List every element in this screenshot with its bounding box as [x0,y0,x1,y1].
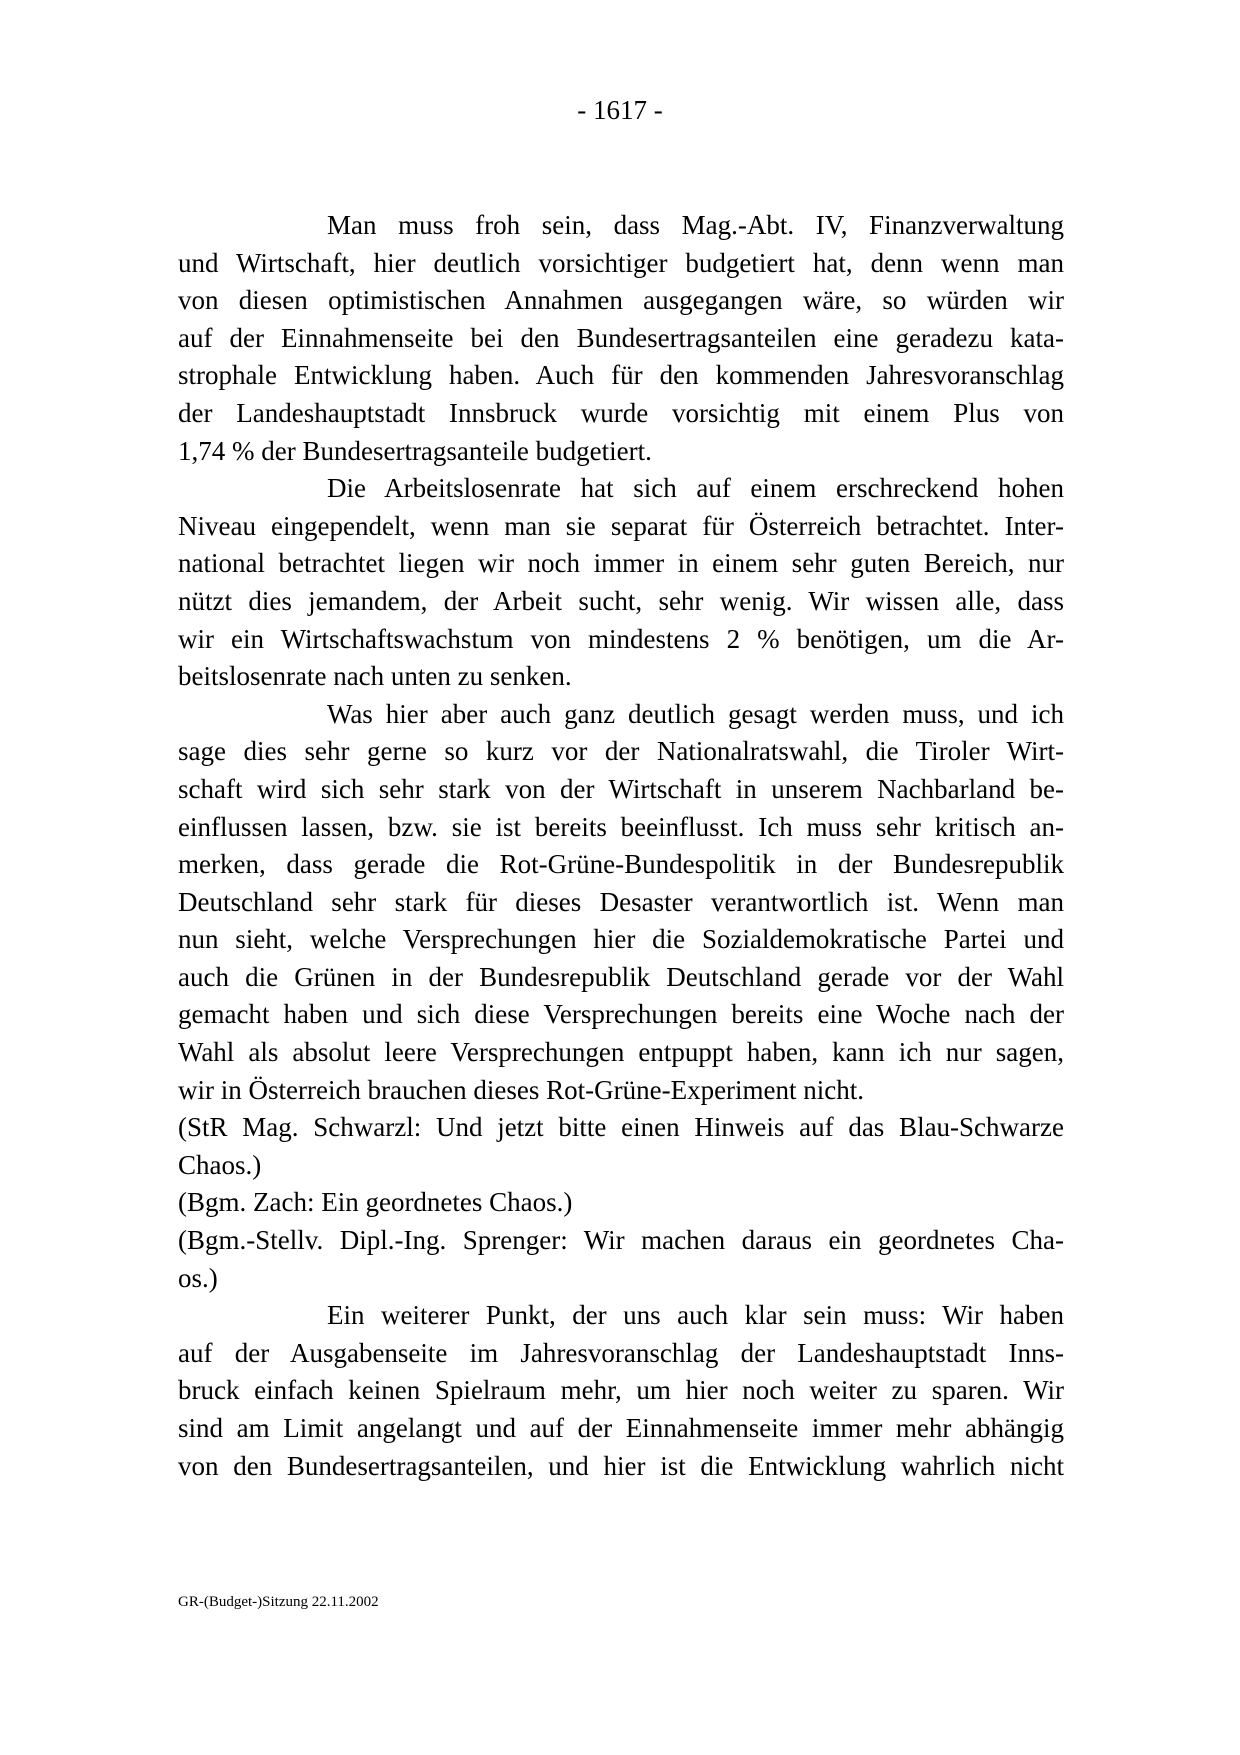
interjection-zach [178,1184,1064,1222]
text-line: merken, dass gerade die Rot-Grüne-Bundespolitik in der Bundesrepublik [178,849,1064,880]
page-footer: GR-(Budget-)Sitzung 22.11.2002 [178,1594,379,1610]
text-line: beitslosenrate nach unten zu senken. [178,661,572,692]
text-line: bruck einfach keinen Spielraum mehr, um hier noch weiter zu sparen. Wir [178,1375,1064,1406]
text-line: wir in Österreich brauchen dieses Rot-Grüne-Experiment nicht. [178,1074,865,1105]
text-line: auf der Einnahmenseite bei den Bundesertragsanteilen eine geradezu kata- [178,322,1064,353]
paragraph-unemployment [178,470,1064,696]
text-line: gemacht haben und sich diese Versprechungen bereits eine Woche nach der [178,999,1064,1030]
text-line: (Bgm.-Stellv. Dipl.-Ing. Sprenger: Wir machen daraus ein geordnetes Cha- [178,1225,1064,1256]
paragraph-budget-caution [178,207,1064,470]
text-line: Wahl als absolut leere Versprechungen entpuppt haben, kann ich nur sagen, [178,1037,1064,1068]
text-line: (Bgm. Zach: Ein geordnetes Chaos.) [178,1187,573,1218]
text-line: schaft wird sich sehr stark von der Wirtschaft in unserem Nachbarland be- [178,773,1064,804]
text-line: Man muss froh sein, dass Mag.-Abt. IV, Finanzverwaltung [327,210,1064,240]
text-line: 1,74 % der Bundesertragsanteile budgetiert. [178,435,652,466]
text-line: national betrachtet liegen wir noch immer in einem sehr guten Bereich, nur [178,548,1064,579]
text-line: und Wirtschaft, hier deutlich vorsichtiger budgetiert hat, denn wenn man [178,247,1064,278]
text-line: os.) [178,1262,218,1293]
text-line: von diesen optimistischen Annahmen ausgegangen wäre, so würden wir [178,285,1064,316]
text-line: nun sieht, welche Versprechungen hier die Sozialdemokratische Partei und [178,924,1064,955]
text-line: strophale Entwicklung haben. Auch für den kommenden Jahresvoranschlag [178,360,1064,391]
text-line: Ein weiterer Punkt, der uns auch klar sein muss: Wir haben [327,1300,1064,1331]
page-number: - 1617 - [577,95,663,125]
text-line: von den Bundesertragsanteilen, und hier ist die Entwicklung wahrlich nicht [178,1450,1064,1481]
text-line: auch die Grünen in der Bundesrepublik Deutschland gerade vor der Wahl [178,961,1064,992]
text-line: Chaos.) [178,1149,262,1180]
paragraph-spending-limit [178,1297,1064,1485]
text-line: Was hier aber auch ganz deutlich gesagt werden muss, und ich [327,698,1064,729]
text-line: wir ein Wirtschaftswachstum von mindestens 2 % benötigen, um die Ar- [178,623,1064,654]
text-line: Die Arbeitslosenrate hat sich auf einem erschreckend hohen [327,473,1064,504]
text-line: nützt dies jemandem, der Arbeit sucht, sehr wenig. Wir wissen alle, dass [178,585,1064,616]
text-line: der Landeshauptstadt Innsbruck wurde vorsichtig mit einem Plus von [178,397,1064,428]
text-line: auf der Ausgabenseite im Jahresvoranschlag der Landeshauptstadt Inns- [178,1337,1064,1368]
text-line: (StR Mag. Schwarzl: Und jetzt bitte einen Hinweis auf das Blau-Schwarze [178,1112,1064,1143]
interjection-sprenger [178,1222,1064,1297]
text-line: Niveau eingependelt, wenn man sie separat für Österreich betrachtet. Inter- [178,510,1064,541]
text-line: einflussen lassen, bzw. sie ist bereits beeinflusst. Ich muss sehr kritisch an- [178,811,1064,842]
interjection-schwarzl [178,1109,1064,1184]
paragraph-economy-neighbour [178,696,1064,1110]
text-line: sind am Limit angelangt und auf der Einnahmenseite immer mehr abhängig [178,1413,1064,1443]
document-body [178,207,1064,1485]
text-line: sage dies sehr gerne so kurz vor der Nationalratswahl, die Tiroler Wirt- [178,736,1064,767]
text-line: Deutschland sehr stark für dieses Desaster verantwortlich ist. Wenn man [178,886,1064,917]
